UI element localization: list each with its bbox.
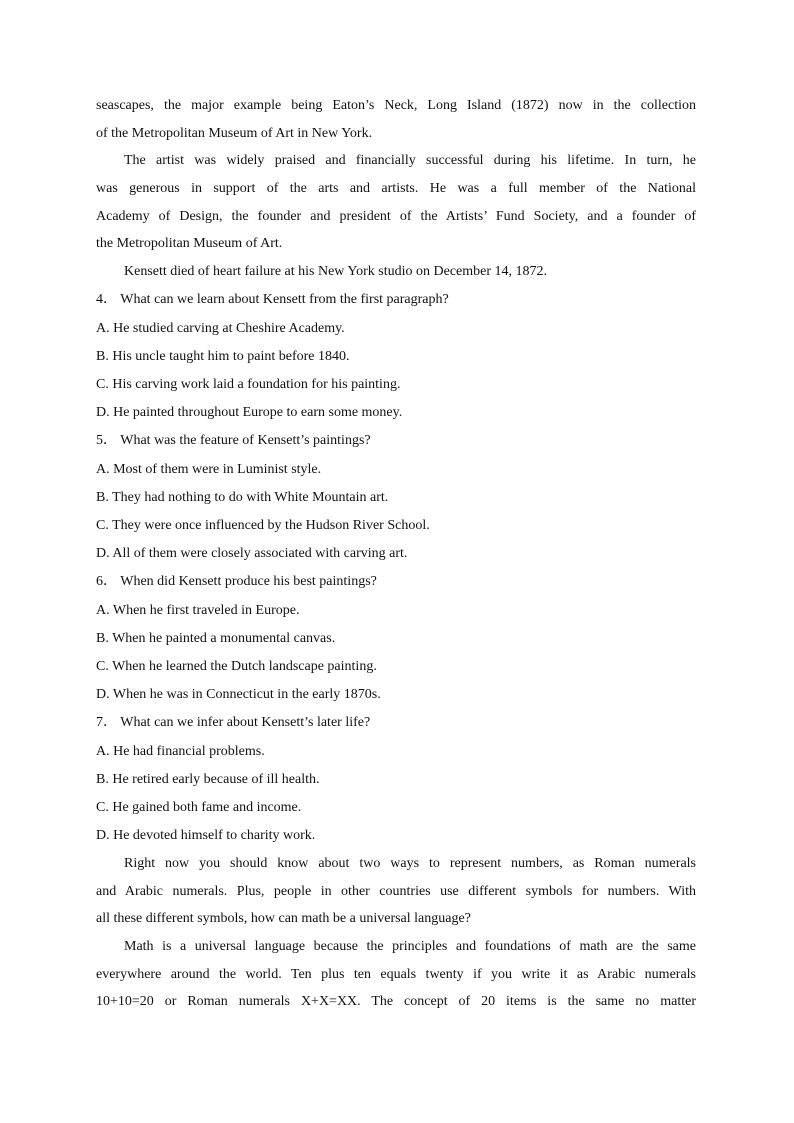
answer-option: B. They had nothing to do with White Mountain art. [96,489,389,505]
question-stem: 7． What can we infer about Kensett’s later life? [96,714,371,730]
question-stem: 6． When did Kensett produce his best paintings? [96,573,377,589]
text-line: Kensett died of heart failure at his New York studio on December 14, 1872. [124,264,548,280]
passage-b-paragraph-2 [96,937,696,1020]
question-stem: 5． What was the feature of Kensett’s paintings? [96,432,371,448]
answer-option: B. When he painted a monumental canvas. [96,630,336,646]
answer-option: C. His carving work laid a foundation for his painting. [96,376,401,392]
answer-option: A. He studied carving at Cheshire Academy. [96,320,345,336]
question-5 [96,431,696,572]
answer-option: A. When he first traveled in Europe. [96,602,300,618]
question-7 [96,713,696,854]
answer-option: A. Most of them were in Luminist style. [96,461,322,477]
answer-option: A. He had financial problems. [96,743,265,759]
passage-b-paragraph-1 [96,854,696,937]
text-line: Academy of Design, the founder and president of the Artists’ Fund Society, and a founder of [96,208,696,224]
text-line: and Arabic numerals. Plus, people in other countries use different symbols for numbers. With [96,883,696,899]
passage-a-paragraph-2 [96,151,696,262]
answer-option: B. He retired early because of ill health. [96,771,320,787]
document-page [96,96,696,1020]
answer-option: C. He gained both fame and income. [96,799,302,815]
answer-option: D. He devoted himself to charity work. [96,827,316,843]
question-6 [96,572,696,713]
text-line: was generous in support of the arts and artists. He was a full member of the National [96,181,696,197]
text-line: Math is a universal language because the principles and foundations of math are the same [124,938,696,954]
text-line: the Metropolitan Museum of Art. [96,236,283,252]
text-line: Right now you should know about two ways to represent numbers, as Roman numerals [124,855,696,871]
answer-option: B. His uncle taught him to paint before 1840. [96,348,350,364]
text-line: everywhere around the world. Ten plus ten equals twenty if you write it as Arabic numerals [96,966,696,982]
text-line: seascapes, the major example being Eaton’s Neck, Long Island (1872) now in the collection [96,98,696,113]
passage-a-paragraph-1 [96,96,696,151]
question-4 [96,290,696,431]
text-line: The artist was widely praised and financially successful during his lifetime. In turn, he [124,153,696,169]
answer-option: D. All of them were closely associated with carving art. [96,545,408,561]
text-line: of the Metropolitan Museum of Art in New York. [96,125,373,141]
answer-option: D. When he was in Connecticut in the early 1870s. [96,686,381,702]
answer-option: C. When he learned the Dutch landscape painting. [96,658,377,674]
text-line: all these different symbols, how can math be a universal language? [96,911,471,927]
answer-option: D. He painted throughout Europe to earn some money. [96,404,403,420]
answer-option: C. They were once influenced by the Hudson River School. [96,517,430,533]
question-stem: 4． What can we learn about Kensett from the first paragraph? [96,291,449,307]
passage-a-paragraph-3 [96,262,696,290]
text-line: 10+10=20 or Roman numerals X+X=XX. The concept of 20 items is the same no matter [96,994,696,1010]
